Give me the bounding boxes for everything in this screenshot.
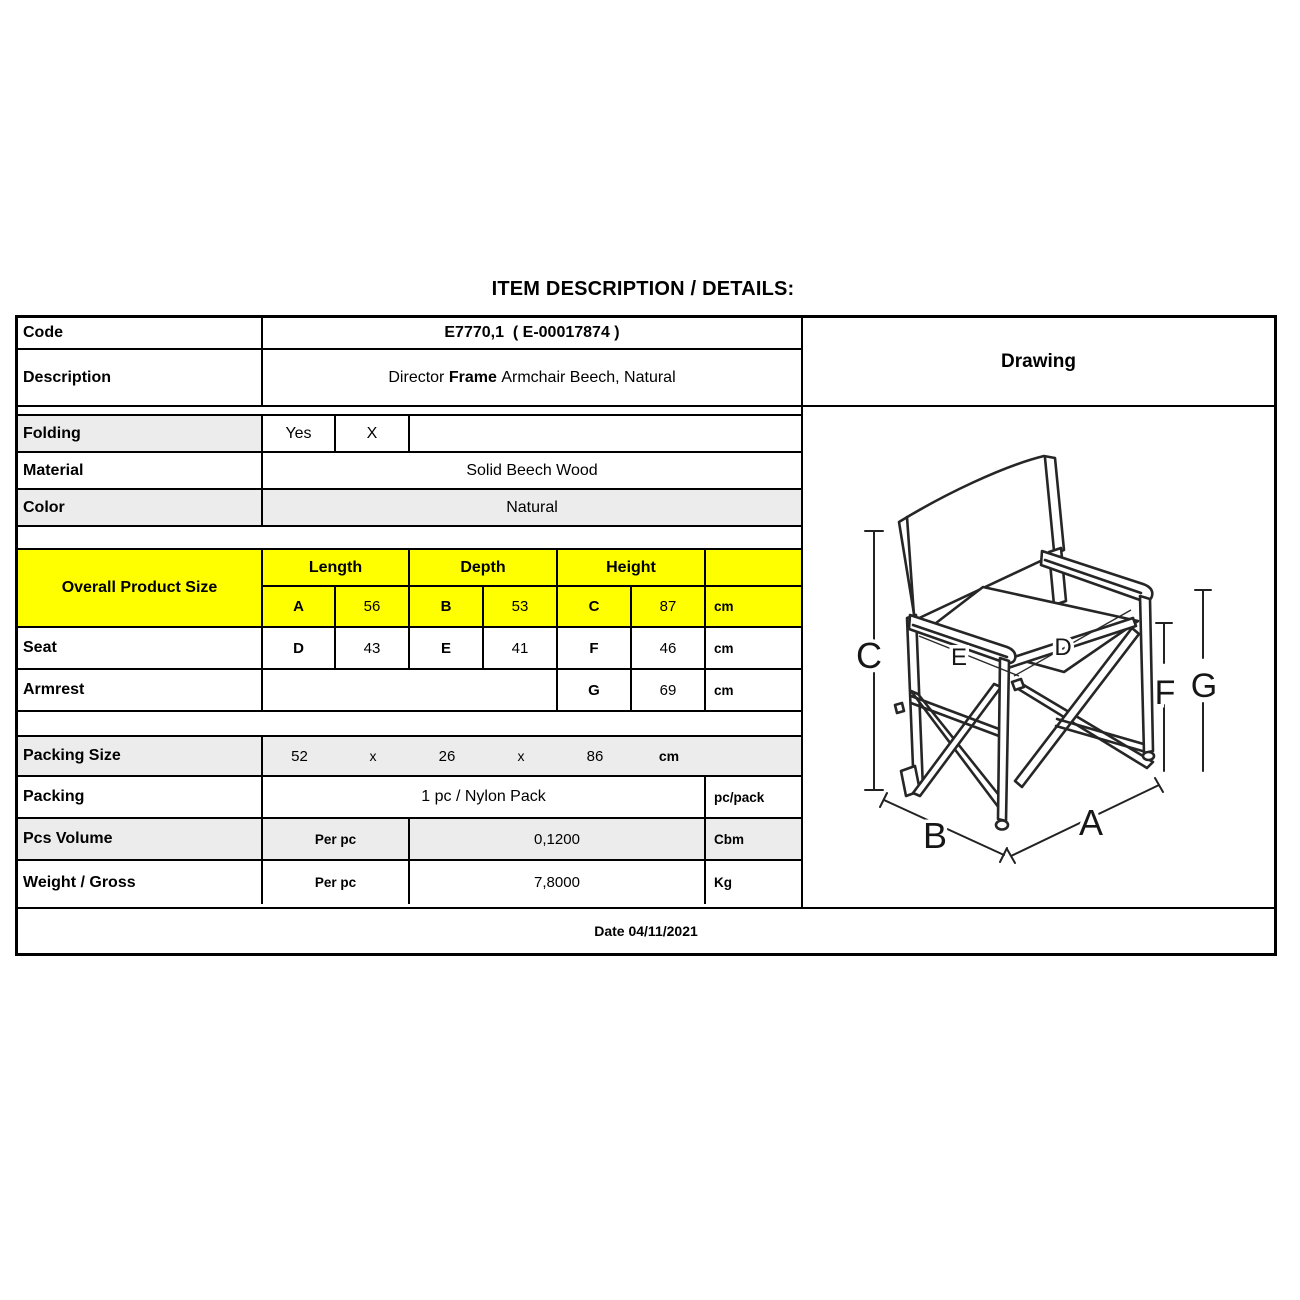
packing-size-h: 86 (586, 747, 604, 765)
dim-key-c: C (556, 587, 630, 626)
packing-size-x2: x (517, 748, 525, 764)
packing-unit: pc/pack (704, 777, 801, 817)
overall-size-values (261, 587, 801, 626)
folding-mark: X (334, 416, 408, 451)
spacer-row (18, 712, 801, 737)
seat-unit: cm (704, 628, 801, 668)
chair-drawing (803, 407, 1274, 902)
dim-value-c: 87 (630, 587, 704, 626)
overall-size-headers (261, 550, 801, 587)
description-suffix: Armchair Beech, Natural (501, 368, 676, 386)
material-label: Material (23, 461, 84, 479)
dim-value-g: 69 (630, 670, 704, 710)
dim-key-g: G (556, 670, 630, 710)
spec-table-left (18, 318, 801, 907)
packing-size-value (261, 737, 801, 775)
dim-value-b: 53 (482, 587, 556, 626)
armrest-empty (261, 670, 556, 710)
dim-label-b: B (922, 815, 948, 856)
weight-gross-value: 7,8000 (408, 861, 704, 904)
dim-key-d: D (261, 628, 334, 668)
packing-value: 1 pc / Nylon Pack (261, 777, 704, 817)
packing-size-unit: cm (658, 748, 680, 764)
description-label: Description (23, 368, 112, 386)
pcs-volume-label: Pcs Volume (18, 819, 261, 859)
drawing-cell (803, 407, 1274, 907)
header-height: Height (556, 550, 704, 585)
packing-size-x1: x (369, 748, 377, 764)
folding-option: Yes (261, 416, 334, 451)
dim-key-a: A (261, 587, 334, 626)
overall-unit: cm (704, 587, 801, 626)
pcs-volume-per: Per pc (261, 819, 408, 859)
dim-value-f: 46 (630, 628, 704, 668)
drawing-column (801, 318, 1274, 907)
seat-label: Seat (23, 639, 57, 656)
weight-gross-unit: Kg (704, 861, 801, 904)
dim-key-f: F (556, 628, 630, 668)
row-overall-size (18, 550, 801, 628)
pcs-volume-value: 0,1200 (408, 819, 704, 859)
folding-empty (408, 416, 801, 451)
description-bold: Frame (448, 368, 497, 386)
color-value: Natural (261, 490, 801, 525)
code-value: E7770,1 ( E-00017874 ) (261, 318, 801, 348)
description-value (261, 350, 801, 405)
packing-size-label: Packing Size (18, 737, 261, 775)
material-value: Solid Beech Wood (261, 453, 801, 488)
row-pcs-volume (18, 819, 801, 861)
folding-label: Folding (18, 416, 261, 451)
header-depth: Depth (408, 550, 556, 585)
row-packing (18, 777, 801, 819)
dim-key-b: B (408, 587, 482, 626)
dim-value-e: 41 (482, 628, 556, 668)
spacer-row (18, 527, 801, 550)
packing-size-d: 26 (438, 747, 456, 765)
date-row (18, 907, 1274, 953)
color-label: Color (18, 490, 261, 525)
header-unit-empty (704, 550, 801, 585)
row-armrest (18, 670, 801, 712)
dim-label-a: A (1078, 802, 1104, 843)
row-packing-size (18, 737, 801, 777)
dim-label-e: E (950, 644, 968, 671)
dim-value-d: 43 (334, 628, 408, 668)
spacer-row (18, 407, 801, 416)
page-title: ITEM DESCRIPTION / DETAILS: (491, 278, 795, 300)
row-weight-gross (18, 861, 801, 904)
spec-table (15, 315, 1277, 956)
dim-label-f: F (1154, 674, 1176, 712)
header-length: Length (261, 550, 408, 585)
overall-size-label: Overall Product Size (18, 550, 261, 626)
row-color (18, 490, 801, 527)
row-material (18, 453, 801, 490)
dim-label-c: C (856, 635, 882, 676)
dim-label-d: D (1054, 634, 1072, 661)
dim-key-e: E (408, 628, 482, 668)
row-description (18, 350, 801, 407)
description-prefix: Director (388, 368, 445, 386)
row-code (18, 318, 801, 350)
packing-label: Packing (23, 788, 85, 805)
dim-label-g: G (1190, 667, 1218, 705)
date-value: Date 04/11/2021 (594, 923, 698, 939)
armrest-unit: cm (704, 670, 801, 710)
packing-size-l: 52 (291, 747, 308, 765)
dim-value-a: 56 (334, 587, 408, 626)
drawing-header: Drawing (803, 318, 1274, 407)
weight-gross-per: Per pc (261, 861, 408, 904)
pcs-volume-unit: Cbm (704, 819, 801, 859)
code-label: Code (23, 324, 63, 341)
weight-gross-label: Weight / Gross (23, 873, 136, 891)
row-seat (18, 628, 801, 670)
row-folding (18, 416, 801, 453)
armrest-label: Armrest (23, 681, 85, 698)
